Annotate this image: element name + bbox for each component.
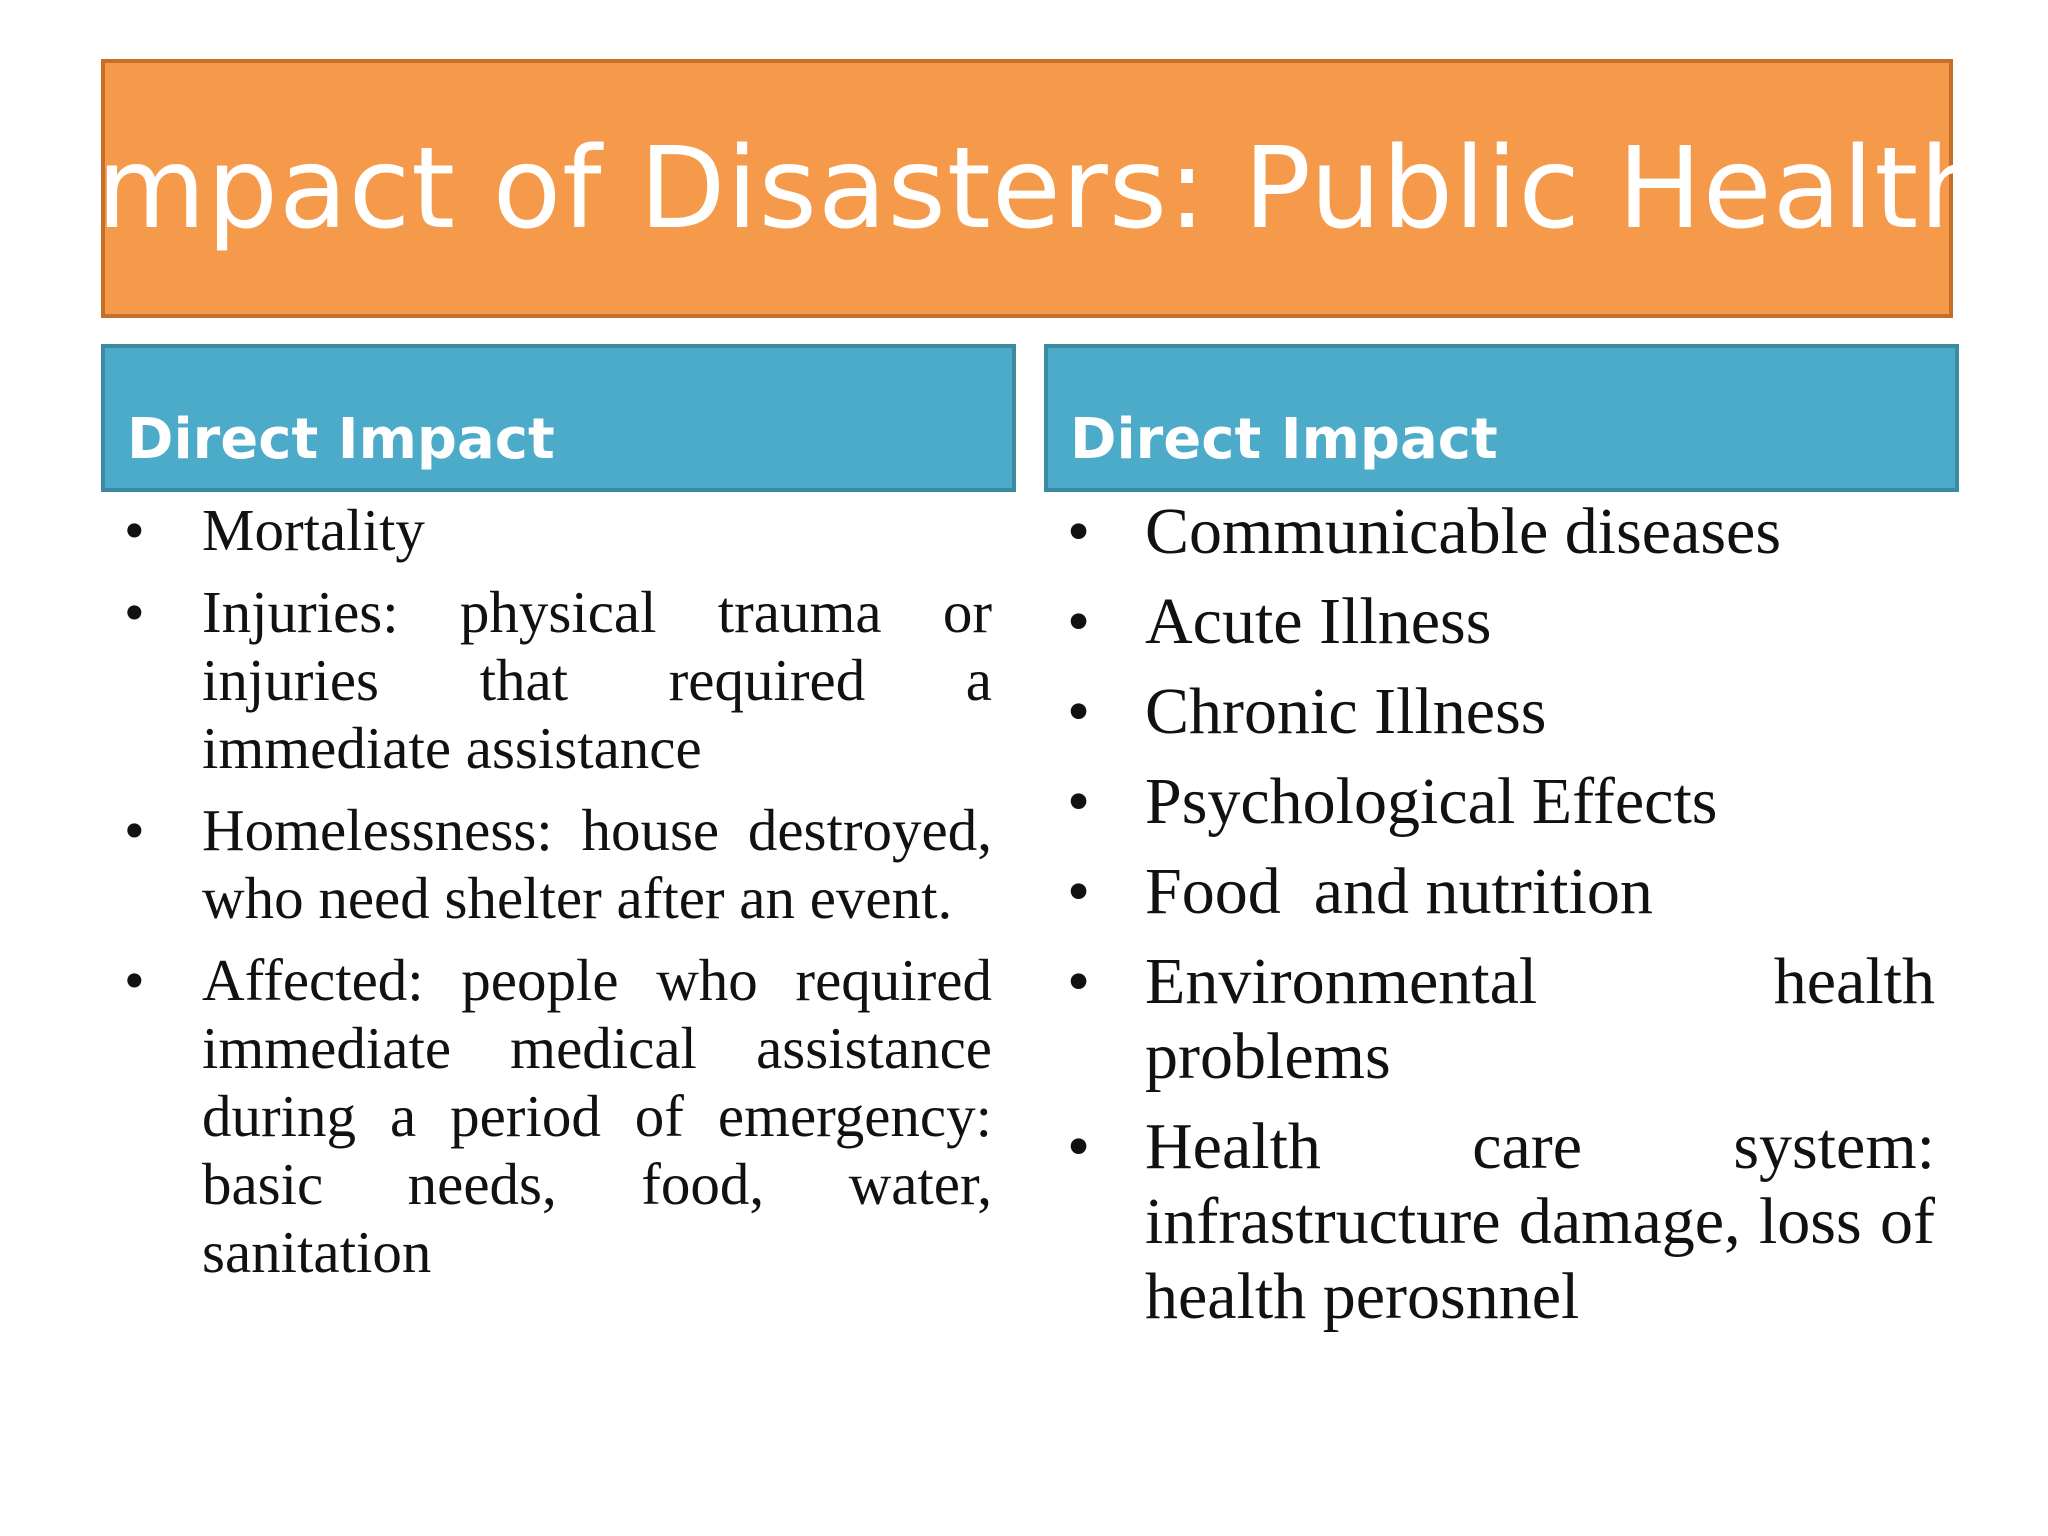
bullet-icon: • xyxy=(1067,675,1091,748)
bullet-icon: • xyxy=(1067,945,1091,1018)
bullet-text: Affected: people who required immediate medical assistance during a period of emergency: basic needs, food, water, sanitation xyxy=(202,947,992,1285)
right-column-header-label: Direct Impact xyxy=(1070,407,1498,472)
list-item xyxy=(1063,944,1935,1094)
list-item xyxy=(1063,1109,1935,1334)
bullet-icon: • xyxy=(124,947,145,1013)
list-item xyxy=(1063,854,1935,929)
bullet-text: Environmental health problems xyxy=(1145,945,1935,1093)
list-item xyxy=(1063,584,1935,659)
list-item xyxy=(120,578,992,782)
right-column-header xyxy=(1044,344,1959,492)
bullet-icon: • xyxy=(1067,855,1091,928)
bullet-icon: • xyxy=(124,497,145,563)
list-item xyxy=(1063,494,1935,569)
list-item xyxy=(120,496,992,564)
list-item xyxy=(1063,764,1935,839)
left-column-header-label: Direct Impact xyxy=(127,407,555,472)
list-item xyxy=(1063,674,1935,749)
bullet-icon: • xyxy=(124,579,145,645)
bullet-icon: • xyxy=(124,797,145,863)
left-column-header xyxy=(101,344,1016,492)
bullet-text: Psychological Effects xyxy=(1145,765,1718,838)
bullet-text: Food and nutrition xyxy=(1145,855,1653,928)
bullet-text: Communicable diseases xyxy=(1145,495,1782,568)
bullet-text: Injuries: physical trauma or injuries that required a immediate assistance xyxy=(202,579,992,781)
bullet-text: Mortality xyxy=(202,497,425,563)
list-item xyxy=(120,796,992,932)
bullet-text: Chronic Illness xyxy=(1145,675,1547,748)
bullet-icon: • xyxy=(1067,585,1091,658)
bullet-icon: • xyxy=(1067,765,1091,838)
bullet-text: Health care system: infrastructure damage, loss of health perosnnel xyxy=(1145,1110,1935,1333)
bullet-text: Acute Illness xyxy=(1145,585,1492,658)
left-bullet-list xyxy=(120,496,992,1300)
list-item xyxy=(120,946,992,1286)
title-banner xyxy=(62,59,1992,318)
bullet-text: Homelessness: house destroyed, who need shelter after an event. xyxy=(202,797,992,931)
bullet-icon: • xyxy=(1067,1110,1091,1183)
bullet-icon: • xyxy=(1067,495,1091,568)
slide-title: Impact of Disasters: Public Health xyxy=(62,123,1992,254)
right-bullet-list xyxy=(1063,494,1935,1349)
